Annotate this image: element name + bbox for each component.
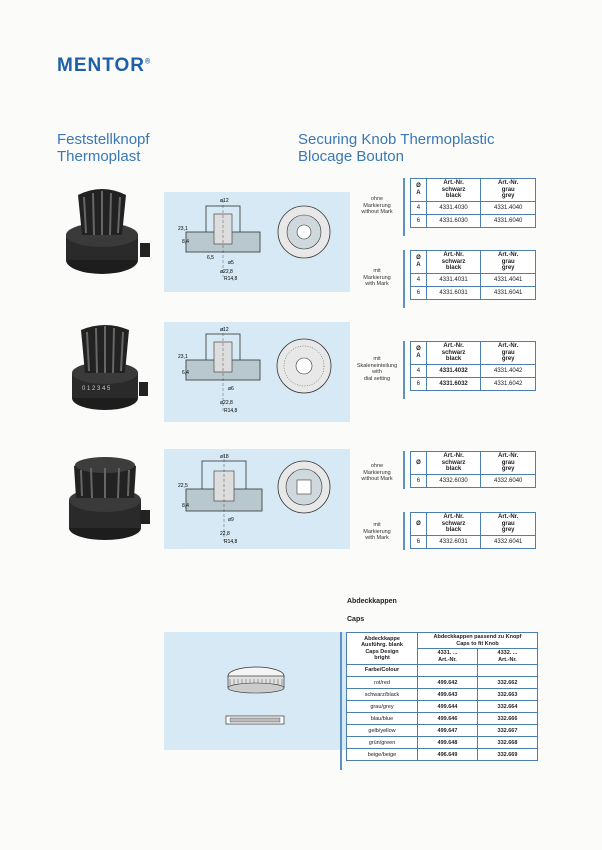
note-4-line-3: without Mark — [361, 476, 393, 482]
note-5-line-2: Markierung — [363, 528, 391, 535]
note-1-line-2: Markierung — [363, 202, 391, 209]
title-de-line-2: Thermoplast — [57, 148, 141, 165]
title-en-line-1: Securing Knob Thermoplastic — [298, 131, 495, 148]
d1-label-3: 6,5 — [207, 255, 214, 261]
t2-h2: Art.-Nr. grau grey — [481, 251, 536, 274]
svg-text:0 1 2 3 4 5: 0 1 2 3 4 5 — [82, 386, 111, 392]
note-3-line-2: Skaleneinteilung — [356, 362, 398, 369]
d2-label-3: ø6 — [228, 386, 234, 392]
table-row: grün/green 499.648 332.668 — [347, 737, 538, 749]
table-row: blau/blue 499.646 332.666 — [347, 713, 538, 725]
table-row: gelb/yellow 499.647 332.667 — [347, 725, 538, 737]
d2-label-0: ø12 — [220, 327, 229, 333]
caps-heading-en: Caps — [347, 616, 365, 623]
table-row: 6 4332.6031 4332.6041 — [411, 535, 536, 548]
table-5-bar — [403, 512, 405, 550]
note-4 — [354, 463, 400, 483]
caps-bar — [340, 632, 342, 770]
table-row: 4 4331.4032 4331.4042 — [411, 364, 536, 377]
d1-label-0: ø12 — [220, 198, 229, 204]
title-de-line-1: Feststellknopf — [57, 131, 150, 148]
t3-h1: Art.-Nr. schwarz black — [426, 342, 481, 365]
table-row: 6 4331.6031 4331.6041 — [411, 286, 536, 299]
caps-sub-b: 4332. ... Art.-Nr. — [477, 649, 537, 665]
caps-table — [346, 632, 538, 761]
caps-drawing-panel — [164, 632, 350, 750]
table-row: 4 4331.4030 4331.4040 — [411, 201, 536, 214]
table-4-bar — [403, 451, 405, 489]
knob-photo-1 — [60, 185, 155, 285]
table-row: beige/beige 496.649 332.669 — [347, 749, 538, 761]
technical-drawing-2 — [164, 322, 350, 422]
d1-label-4: ø5 — [228, 260, 234, 266]
t4-h0: Ø — [411, 452, 427, 475]
note-1 — [354, 196, 400, 216]
drawing-panel-3 — [164, 449, 350, 549]
brand-mark: ® — [144, 58, 152, 66]
caps-colour-label: Farbe/Colour — [347, 665, 418, 677]
d2-label-4: ø22,8 — [220, 400, 233, 406]
drawing-panel-1 — [164, 192, 350, 292]
note-2-line-1: mit — [373, 268, 381, 274]
table-row: rot/red 499.642 332.662 — [347, 677, 538, 689]
t1-h1: Art.-Nr. schwarz black — [426, 179, 481, 202]
technical-drawing-3 — [164, 449, 350, 549]
t5-h0: Ø — [411, 513, 427, 536]
caps-sub-a: 4331. ... Art.-Nr. — [418, 649, 478, 665]
note-1-line-3: without Mark — [361, 209, 393, 215]
table-row: grau/grey 499.644 332.664 — [347, 701, 538, 713]
technical-drawing-1 — [164, 192, 350, 292]
t3-h0: Ø A — [411, 342, 427, 365]
d1-label-2: 8,4 — [182, 239, 189, 245]
d3-label-3: ø9 — [228, 517, 234, 523]
knob-photo-3 — [60, 448, 160, 548]
drawing-panel-2 — [164, 322, 350, 422]
d1-label-6: R14,8 — [224, 276, 238, 282]
note-4-line-1: ohne — [370, 463, 384, 469]
t1-h0: Ø A — [411, 179, 427, 202]
d3-label-2: 8,4 — [182, 503, 189, 509]
spec-table-2 — [410, 250, 536, 300]
d2-label-5: R14,8 — [224, 408, 238, 414]
spec-table-3 — [410, 341, 536, 391]
d3-label-5: R14,8 — [224, 539, 238, 545]
caps-col1-header: Abdeckkappe Ausführg. blank Caps Design bright — [347, 633, 418, 665]
note-3-line-1: mit — [373, 356, 381, 362]
t4-h2: Art.-Nr. grau grey — [481, 452, 536, 475]
t3-h2: Art.-Nr. grau grey — [481, 342, 536, 365]
title-en-line-2: Blocage Bouton — [298, 148, 404, 165]
spec-table-4 — [410, 451, 536, 488]
d3-label-4: 22,8 — [220, 531, 230, 537]
title-german — [57, 131, 150, 165]
t5-h2: Art.-Nr. grau grey — [481, 513, 536, 536]
spec-table-1 — [410, 178, 536, 228]
brand-name: MENTOR — [57, 55, 145, 76]
note-2 — [354, 268, 400, 288]
table-row: 6 4331.6030 4331.6040 — [411, 214, 536, 227]
table-row: 4 4331.4031 4331.4041 — [411, 273, 536, 286]
note-4-line-2: Markierung — [363, 469, 391, 476]
spec-table-5 — [410, 512, 536, 549]
note-3-line-3: with — [372, 369, 382, 375]
note-3 — [352, 356, 402, 382]
d2-label-2: 6,4 — [182, 370, 189, 376]
note-2-line-2: Markierung — [363, 274, 391, 281]
t2-h0: Ø A — [411, 251, 427, 274]
t1-h2: Art.-Nr. grau grey — [481, 179, 536, 202]
note-5 — [354, 522, 400, 542]
table-row: 6 4332.6030 4332.6040 — [411, 474, 536, 487]
d3-label-1: 22,5 — [178, 483, 188, 489]
note-3-line-4: dial setting — [363, 375, 391, 382]
caps-heading-de: Abdeckkappen — [347, 598, 397, 605]
note-5-line-3: with Mark — [365, 535, 389, 541]
d3-label-0: ø18 — [220, 454, 229, 460]
table-2-bar — [403, 250, 405, 308]
table-3-bar — [403, 341, 405, 399]
table-row: schwarz/black 499.643 332.663 — [347, 689, 538, 701]
table-row: 6 4331.6032 4331.6042 — [411, 377, 536, 390]
note-1-line-1: ohne — [370, 196, 384, 202]
title-english — [298, 131, 495, 165]
caps-drawing — [164, 632, 350, 750]
note-5-line-1: mit — [373, 522, 381, 528]
t5-h1: Art.-Nr. schwarz black — [426, 513, 481, 536]
d1-label-1: 23,1 — [178, 226, 188, 232]
t4-h1: Art.-Nr. schwarz black — [426, 452, 481, 475]
d1-label-5: ø22,8 — [220, 269, 233, 275]
knob-photo-2 — [60, 318, 155, 418]
table-1-bar — [403, 178, 405, 236]
caps-col2-header: Abdeckkappen passend zu Knopf Caps to fit Knob — [418, 633, 538, 649]
brand-logo — [57, 55, 151, 77]
t2-h1: Art.-Nr. schwarz black — [426, 251, 481, 274]
note-2-line-3: with Mark — [365, 281, 389, 287]
d2-label-1: 23,1 — [178, 354, 188, 360]
